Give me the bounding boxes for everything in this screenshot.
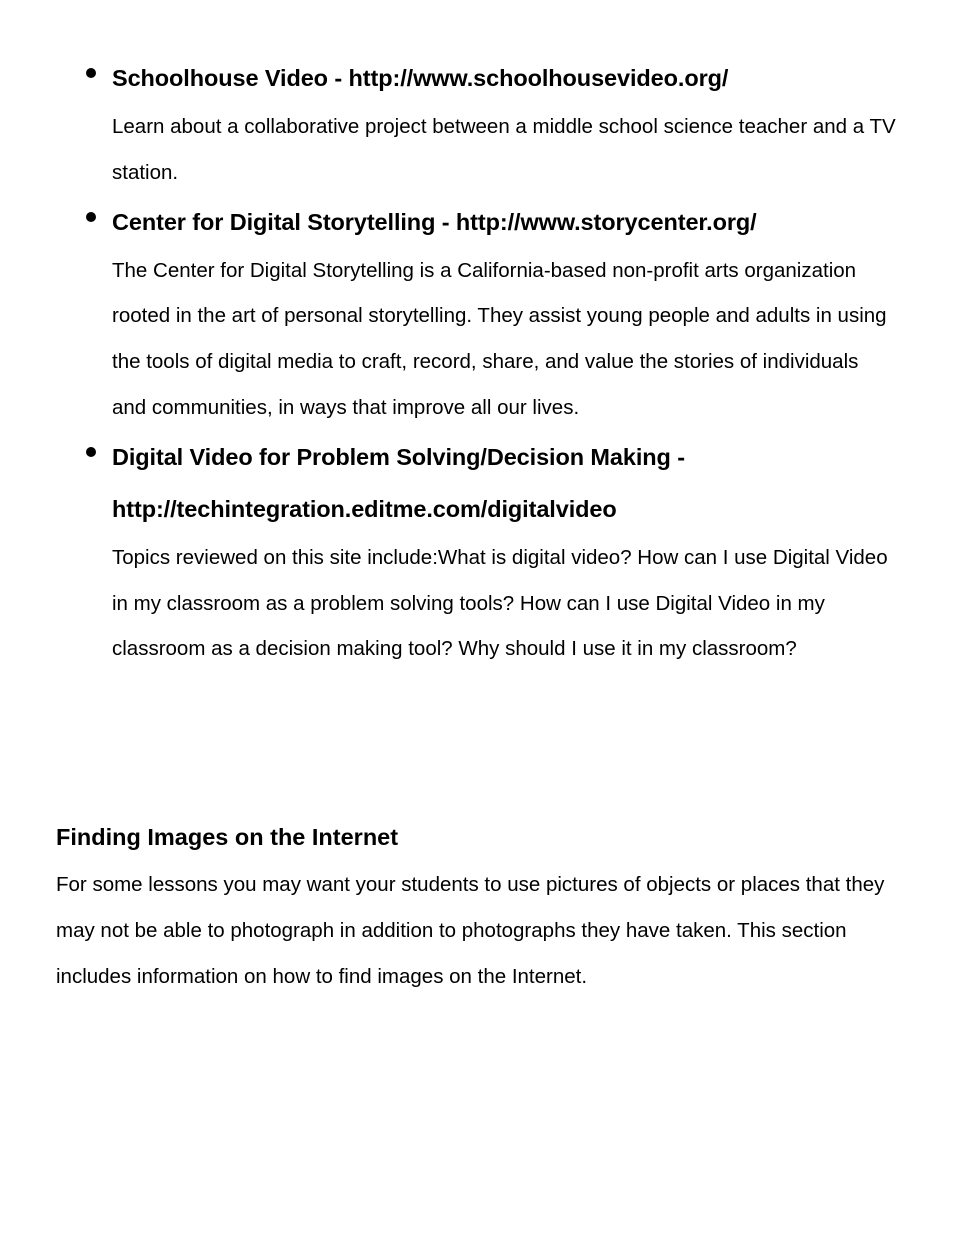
title-separator: - (327, 65, 349, 91)
resource-name: Digital Video for Problem Solving/Decision Making (112, 443, 671, 470)
bullet-icon (86, 447, 96, 457)
title-separator: - (435, 208, 456, 235)
resource-description: The Center for Digital Storytelling is a California-based non-profit arts organization rooted in the art of personal storytelling. They assist young people and adults in using the tools of digital media to craft, record, share, and value the stories of individuals and communities, in ways that improve all our lives. (112, 258, 887, 419)
resource-name: Center for Digital Storytelling (112, 208, 436, 235)
resource-item-digital-video-problem-solving (0, 431, 954, 672)
resource-list (0, 52, 954, 672)
resource-link[interactable]: http://techintegration.editme.com/digitalvideo (112, 495, 617, 522)
resource-title (112, 196, 898, 248)
resource-name: Schoolhouse Video (112, 65, 328, 91)
bullet-icon (86, 68, 96, 78)
resource-description: Topics reviewed on this site include:What is digital video? How can I use Digital Video in my classroom as a problem solving tools? How can I use Digital Video in my classroom as a decision making tool? Why should I use it in my classroom? (112, 545, 888, 661)
section-heading: Finding Images on the Internet (56, 824, 399, 850)
resource-title (112, 431, 898, 535)
resource-description: Learn about a collaborative project between a middle school science teacher and a TV station. (112, 115, 896, 184)
section-finding-images (56, 812, 906, 999)
resource-item-center-for-digital-storytelling (0, 196, 954, 431)
title-separator: - (670, 443, 692, 470)
section-body: For some lessons you may want your students to use pictures of objects or places that they may not be able to photograph in addition to photographs they have taken. This section includes information on how to find images on the Internet. (56, 873, 885, 988)
bullet-icon (86, 212, 96, 222)
resource-item-schoolhouse-video (0, 52, 954, 196)
resource-link[interactable]: http://www.storycenter.org/ (455, 208, 757, 235)
resource-title (112, 52, 898, 104)
resource-link[interactable]: http://www.schoolhousevideo.org/ (348, 65, 729, 91)
